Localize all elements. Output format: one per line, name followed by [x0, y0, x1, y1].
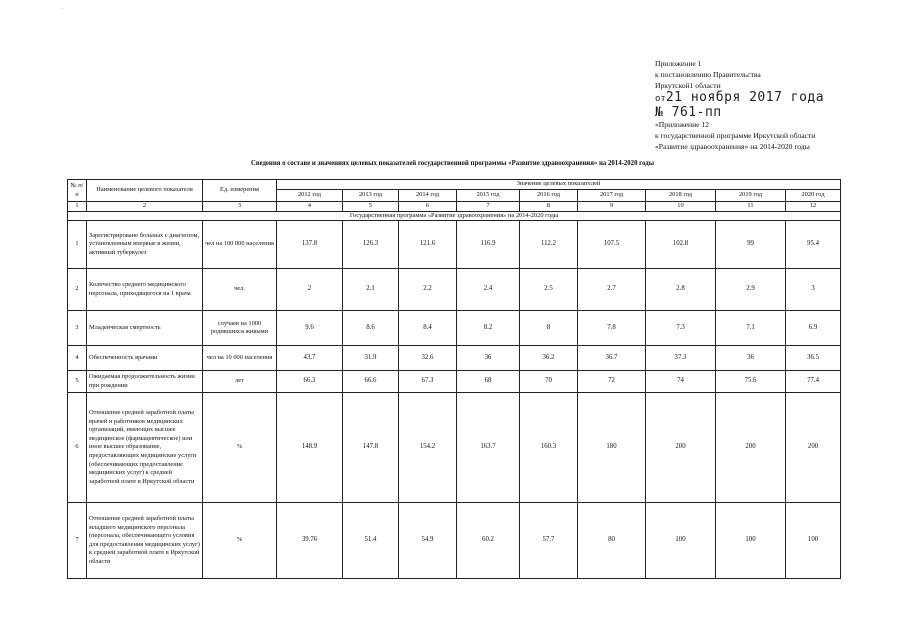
value-cell: 72 — [578, 371, 646, 393]
value-cell: 112.2 — [520, 221, 578, 269]
column-index: 3 — [203, 202, 277, 212]
value-cell: 2.9 — [716, 269, 786, 311]
value-cell: 75.6 — [716, 371, 786, 393]
unit-cell: % — [203, 503, 277, 579]
value-cell: 36 — [716, 346, 786, 371]
value-cell: 2.8 — [646, 269, 716, 311]
value-cell: 80 — [578, 503, 646, 579]
value-cell: 2.4 — [457, 269, 520, 311]
unit-cell: чел на 100 000 населения — [203, 221, 277, 269]
value-cell: 180 — [578, 393, 646, 503]
value-cell: 3 — [786, 269, 841, 311]
value-cell: 36 — [457, 346, 520, 371]
header-year: 2015 год — [457, 190, 520, 202]
value-cell: 102.8 — [646, 221, 716, 269]
value-cell: 147.8 — [343, 393, 399, 503]
value-cell: 160.3 — [520, 393, 578, 503]
table-row — [68, 393, 841, 503]
number-prefix: № — [655, 105, 664, 120]
column-index: 10 — [646, 202, 716, 212]
header-name: Наименование целевого показателя — [87, 180, 203, 202]
value-cell: 2.5 — [520, 269, 578, 311]
value-cell: 54.9 — [399, 503, 457, 579]
row-number: 2 — [68, 269, 87, 311]
value-cell: 36.2 — [520, 346, 578, 371]
column-index: 8 — [520, 202, 578, 212]
column-index: 9 — [578, 202, 646, 212]
value-cell: 66.3 — [277, 371, 343, 393]
appendix-line-3: Иркутской1 области — [655, 81, 721, 90]
value-cell: 99 — [716, 221, 786, 269]
value-cell: 9.6 — [277, 311, 343, 346]
value-cell: 57.7 — [520, 503, 578, 579]
appendix-line-6: «Приложение 12 — [655, 120, 710, 129]
value-cell: 200 — [646, 393, 716, 503]
value-cell: 8.2 — [457, 311, 520, 346]
value-cell: 36.7 — [578, 346, 646, 371]
column-index: 7 — [457, 202, 520, 212]
value-cell: 8.6 — [343, 311, 399, 346]
value-cell: 137.8 — [277, 221, 343, 269]
scan-speck — [62, 8, 63, 9]
header-values: Значение целевых показателей — [277, 180, 841, 190]
value-cell: 70 — [520, 371, 578, 393]
value-cell: 100 — [646, 503, 716, 579]
value-cell: 32.6 — [399, 346, 457, 371]
column-index: 1 — [68, 202, 87, 212]
value-cell: 7.1 — [716, 311, 786, 346]
value-cell: 31.9 — [343, 346, 399, 371]
value-cell: 200 — [716, 393, 786, 503]
value-cell: 95.4 — [786, 221, 841, 269]
indicators-table — [67, 179, 841, 579]
value-cell: 77.4 — [786, 371, 841, 393]
indicator-name: Обеспеченность врачами — [87, 346, 203, 371]
date-handwritten: 21 ноября 2017 года — [665, 90, 825, 105]
value-cell: 67.3 — [399, 371, 457, 393]
value-cell: 8 — [520, 311, 578, 346]
row-number: 5 — [68, 371, 87, 393]
value-cell: 68 — [457, 371, 520, 393]
appendix-line-1: Приложение 1 — [655, 59, 702, 68]
column-index: 11 — [716, 202, 786, 212]
table-row — [68, 371, 841, 393]
table-row — [68, 221, 841, 269]
value-cell: 126.3 — [343, 221, 399, 269]
value-cell: 60.2 — [457, 503, 520, 579]
row-number: 1 — [68, 221, 87, 269]
value-cell: 39.76 — [277, 503, 343, 579]
index-row — [68, 202, 841, 212]
indicator-name: Младенческая смертность — [87, 311, 203, 346]
value-cell: 154.2 — [399, 393, 457, 503]
column-index: 4 — [277, 202, 343, 212]
value-cell: 2.1 — [343, 269, 399, 311]
header-year: 2014 год — [399, 190, 457, 202]
value-cell: 107.5 — [578, 221, 646, 269]
value-cell: 36.5 — [786, 346, 841, 371]
header-year: 2012 год — [277, 190, 343, 202]
value-cell: 66.6 — [343, 371, 399, 393]
column-index: 12 — [786, 202, 841, 212]
value-cell: 2 — [277, 269, 343, 311]
header-year: 2017 год — [578, 190, 646, 202]
value-cell: 7.3 — [646, 311, 716, 346]
header-year: 2020 год — [786, 190, 841, 202]
value-cell: 148.9 — [277, 393, 343, 503]
table-row — [68, 311, 841, 346]
indicator-name: Ожидаемая продолжительность жизни при рождении — [87, 371, 203, 393]
indicator-name: Зарегистрировано больных с диагнозом, установленным впервые в жизни, активный туберкулез — [87, 221, 203, 269]
row-number: 3 — [68, 311, 87, 346]
header-year: 2019 год — [716, 190, 786, 202]
appendix-line-2: к постановлению Правительства — [655, 70, 761, 79]
indicator-name: Отношение средней заработной платы младшего медицинского персонала (персонала, обеспечивающего условия для предоставления медицинских услуг) к средней заработной плате в Иркутской области — [87, 503, 203, 579]
value-cell: 43.7 — [277, 346, 343, 371]
unit-cell: лет — [203, 371, 277, 393]
table-row — [68, 269, 841, 311]
unit-cell: % — [203, 393, 277, 503]
indicator-name: Количество среднего медицинского персонала, приходящегося на 1 врача — [87, 269, 203, 311]
date-prefix: от — [655, 94, 666, 104]
program-row: Государственная программа «Развитие здравоохранения» на 2014-2020 годы — [68, 211, 841, 221]
unit-cell: чел. — [203, 269, 277, 311]
value-cell: 6.9 — [786, 311, 841, 346]
value-cell: 74 — [646, 371, 716, 393]
header-unit: Ед. измерения — [203, 180, 277, 202]
column-index: 6 — [399, 202, 457, 212]
value-cell: 100 — [786, 503, 841, 579]
row-number: 4 — [68, 346, 87, 371]
appendix-date — [655, 91, 824, 106]
row-number: 6 — [68, 393, 87, 503]
header-year: 2016 год — [520, 190, 578, 202]
value-cell: 2.2 — [399, 269, 457, 311]
value-cell: 37.3 — [646, 346, 716, 371]
header-num: № п/п — [68, 180, 87, 202]
value-cell: 200 — [786, 393, 841, 503]
value-cell: 121.6 — [399, 221, 457, 269]
unit-cell: случаев на 1000 родившихся живыми — [203, 311, 277, 346]
value-cell: 51.4 — [343, 503, 399, 579]
appendix-line-7: к государственной программе Иркутской области — [655, 131, 816, 140]
header-year: 2018 год — [646, 190, 716, 202]
number-handwritten: 761-пп — [671, 105, 722, 120]
appendix-block — [655, 58, 824, 152]
value-cell: 7.8 — [578, 311, 646, 346]
table-row — [68, 346, 841, 371]
unit-cell: чел на 10 000 населения — [203, 346, 277, 371]
row-number: 7 — [68, 503, 87, 579]
column-index: 2 — [87, 202, 203, 212]
appendix-number — [655, 106, 824, 119]
value-cell: 100 — [716, 503, 786, 579]
document-title: Сведения о составе и значениях целевых показателей государственной программы «Развитие здравоохранения» на 2014-2020 годы — [250, 160, 655, 167]
header-year: 2013 год — [343, 190, 399, 202]
appendix-line-8: «Развитие здравоохранения» на 2014-2020 годы — [655, 142, 810, 151]
value-cell: 2.7 — [578, 269, 646, 311]
column-index: 5 — [343, 202, 399, 212]
table-row — [68, 503, 841, 579]
indicator-name: Отношение средней заработной платы врачей и работников медицинских организаций, имеющих высшее медицинское (фармацевтическое) или иное высшее образование, предоставляющих медицинские услуги (обеспечивающих предоставление медицинских услуг) к средней заработной плате в Иркутской области — [87, 393, 203, 503]
value-cell: 8.4 — [399, 311, 457, 346]
value-cell: 116.9 — [457, 221, 520, 269]
value-cell: 163.7 — [457, 393, 520, 503]
